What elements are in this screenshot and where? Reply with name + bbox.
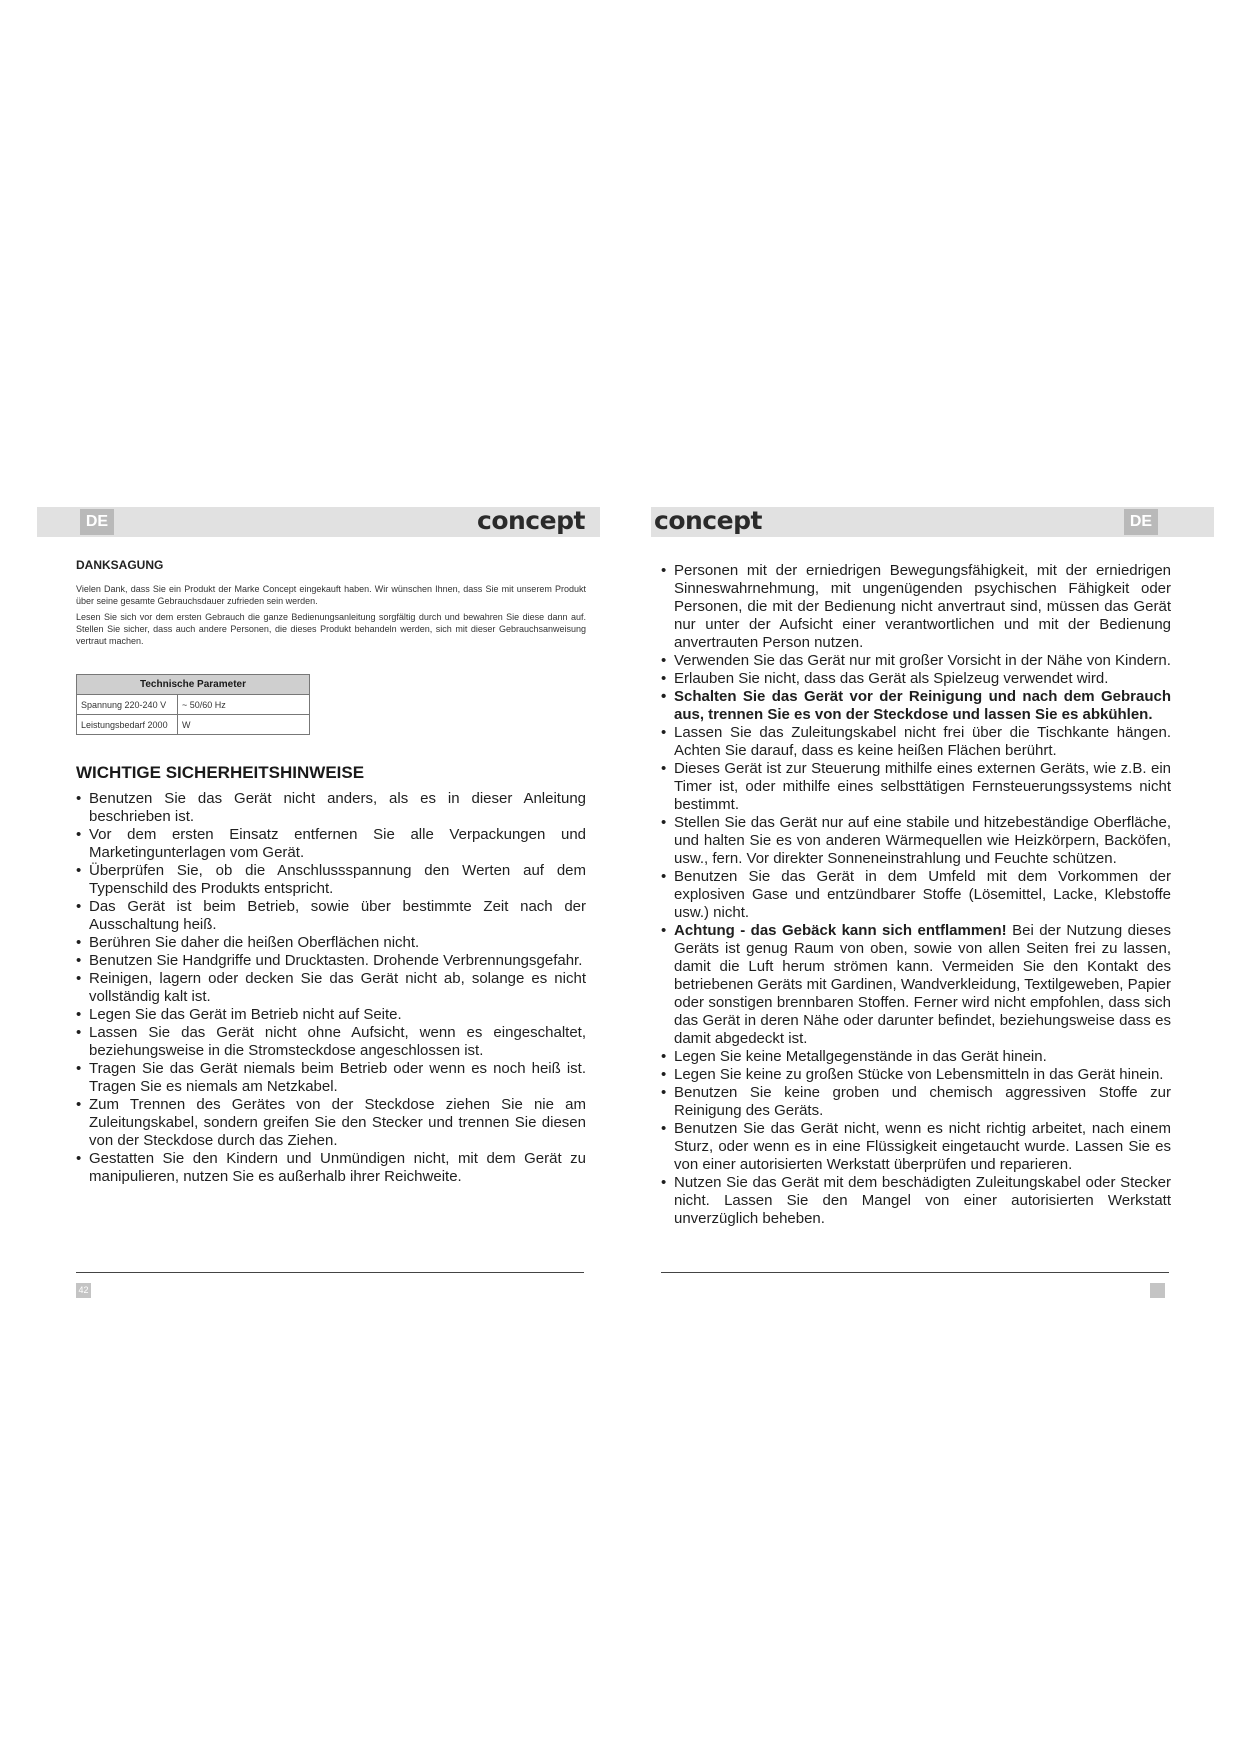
thanks-paragraph: Lesen Sie sich vor dem ersten Gebrauch die ganze Bedienungsanleitung sorgfältig durch und bewahren Sie diese dann auf. Stellen Sie sicher, dass auch andere Personen, die dieses Produkt behandeln werden, sich mit dieser Gebrauchsanweisung vertraut machen. xyxy=(76,612,586,646)
list-item: • Benutzen Sie keine groben und chemisch aggressiven Stoffe zur Reinigung des Geräts. xyxy=(661,1084,1171,1120)
list-item: • Stellen Sie das Gerät nur auf eine stabile und hitzebeständige Oberfläche, und halten Sie es von anderen Wärmequellen wie Heizkörpern, Backöfen, usw., fern. Vor direkter Sonneneinstrahlung und Feuchte schützen. xyxy=(661,814,1171,868)
list-item: • Legen Sie keine zu großen Stücke von Lebensmitteln in das Gerät hinein. xyxy=(661,1066,1171,1084)
language-badge-right: DE xyxy=(1124,509,1158,535)
safety-list-left xyxy=(76,790,586,1186)
list-item: • Vor dem ersten Einsatz entfernen Sie alle Verpackungen und Marketingunterlagen vom Gerät. xyxy=(76,826,586,862)
warning-text: Bei der Nutzung dieses Geräts ist genug Raum von oben, sowie von allen Seiten frei zu lassen, damit die Luft herum strömen kann. Vermeiden Sie den Kontakt des betriebenen Geräts mit Gardinen, Wandverkleidung, Textilgeweben, Papier oder sonstigen brennbaren Stoffen. Ferner wird nicht empfohlen, dass sich das Gerät in deren Nähe oder darunter befindet, beziehungsweise dass es damit abgedeckt ist. xyxy=(674,922,1171,1047)
safety-list-right xyxy=(661,562,1171,1228)
param-value: ~ 50/60 Hz xyxy=(178,695,310,715)
language-badge-left: DE xyxy=(80,509,114,535)
safety-title: WICHTIGE SICHERHEITSHINWEISE xyxy=(76,763,365,782)
list-item: • Überprüfen Sie, ob die Anschlussspannung den Werten auf dem Typenschild des Produkts entspricht. xyxy=(76,862,586,898)
list-item: • Legen Sie keine Metallgegenstände in das Gerät hinein. xyxy=(661,1048,1171,1066)
list-item: • Lassen Sie das Gerät nicht ohne Aufsicht, wenn es eingeschaltet, beziehungsweise in die Stromsteckdose angeschlossen ist. xyxy=(76,1024,586,1060)
list-item: • Nutzen Sie das Gerät mit dem beschädigten Zuleitungskabel oder Stecker nicht. Lassen Sie den Mangel von einer autorisierten Werkstatt unverzüglich beheben. xyxy=(661,1174,1171,1228)
brand-logo-right: concept xyxy=(654,506,762,535)
table-row xyxy=(77,715,310,735)
table-title: Technische Parameter xyxy=(77,675,310,695)
param-name: Leistungsbedarf 2000 xyxy=(77,715,178,735)
thanks-section xyxy=(76,558,586,651)
list-item: • Berühren Sie daher die heißen Oberflächen nicht. xyxy=(76,934,586,952)
table-row xyxy=(77,695,310,715)
list-item: • Gestatten Sie den Kindern und Unmündigen nicht, mit dem Gerät zu manipulieren, nutzen Sie es außerhalb ihrer Reichweite. xyxy=(76,1150,586,1186)
thanks-title: DANKSAGUNG xyxy=(76,558,164,572)
thanks-paragraph: Vielen Dank, dass Sie ein Produkt der Marke Concept eingekauft haben. Wir wünschen Ihnen, dass Sie mit unserem Produkt über seine gesamte Gebrauchsdauer zufrieden sein werden. xyxy=(76,584,586,606)
footer-divider-right xyxy=(661,1272,1169,1273)
list-item: • Tragen Sie das Gerät niemals beim Betrieb oder wenn es noch heiß ist. Tragen Sie es niemals am Netzkabel. xyxy=(76,1060,586,1096)
list-item: • Das Gerät ist beim Betrieb, sowie über bestimmte Zeit nach der Ausschaltung heiß. xyxy=(76,898,586,934)
page-number: 42 xyxy=(76,1283,91,1298)
list-item-bold: • Schalten Sie das Gerät vor der Reinigung und nach dem Gebrauch aus, trennen Sie es von der Steckdose und lassen Sie es abkühlen. xyxy=(661,688,1171,724)
list-item: • Zum Trennen des Gerätes von der Steckdose ziehen Sie nie am Zuleitungskabel, sondern greifen Sie den Stecker und trennen Sie diesen von der Steckdose durch das Ziehen. xyxy=(76,1096,586,1150)
list-item: • Benutzen Sie das Gerät nicht, wenn es nicht richtig arbeitet, nach einem Sturz, oder wenn es in eine Flüssigkeit eingetaucht wurde. Lassen Sie es von einer autorisierten Werkstatt überprüfen und reparieren. xyxy=(661,1120,1171,1174)
list-item: • Benutzen Sie das Gerät nicht anders, als es in dieser Anleitung beschrieben ist. xyxy=(76,790,586,826)
brand-logo-left: concept xyxy=(477,506,585,535)
list-item: • Verwenden Sie das Gerät nur mit großer Vorsicht in der Nähe von Kindern. xyxy=(661,652,1171,670)
list-item: • Benutzen Sie Handgriffe und Drucktasten. Drohende Verbrennungsgefahr. xyxy=(76,952,586,970)
param-name: Spannung 220-240 V xyxy=(77,695,178,715)
list-item: • Reinigen, lagern oder decken Sie das Gerät nicht ab, solange es nicht vollständig kalt ist. xyxy=(76,970,586,1006)
list-item-warning xyxy=(661,922,1171,1048)
page-number-marker-right xyxy=(1150,1283,1165,1298)
list-item: • Legen Sie das Gerät im Betrieb nicht auf Seite. xyxy=(76,1006,586,1024)
technical-parameters-table xyxy=(76,674,310,735)
list-item: • Lassen Sie das Zuleitungskabel nicht frei über die Tischkante hängen. Achten Sie darauf, dass es keine heißen Flächen berührt. xyxy=(661,724,1171,760)
list-item: • Personen mit der erniedrigen Bewegungsfähigkeit, mit der erniedrigen Sinneswahrnehmung, mit ungenügenden psychischen Fähigkeit oder Personen, die mit der Bedienung nicht anvertraut sind, müssen das Gerät nur unter der Aufsicht einer verantwortlichen und mit der Bedienung anvertrauten Person nutzen. xyxy=(661,562,1171,652)
footer-divider-left xyxy=(76,1272,584,1273)
list-item: • Benutzen Sie das Gerät in dem Umfeld mit dem Vorkommen der explosiven Gase und entzündbarer Stoffe (Lösemittel, Lacke, Klebstoffe usw.) nicht. xyxy=(661,868,1171,922)
param-value: W xyxy=(178,715,310,735)
table-header-row xyxy=(77,675,310,695)
list-item: • Dieses Gerät ist zur Steuerung mithilfe eines externen Geräts, wie z.B. ein Timer ist, oder mithilfe eines selbsttätigen Fernsteuerungssystems nicht bestimmt. xyxy=(661,760,1171,814)
list-item: • Erlauben Sie nicht, dass das Gerät als Spielzeug verwendet wird. xyxy=(661,670,1171,688)
warning-bold-text: Achtung - das Gebäck kann sich entflammen! xyxy=(674,922,1007,939)
